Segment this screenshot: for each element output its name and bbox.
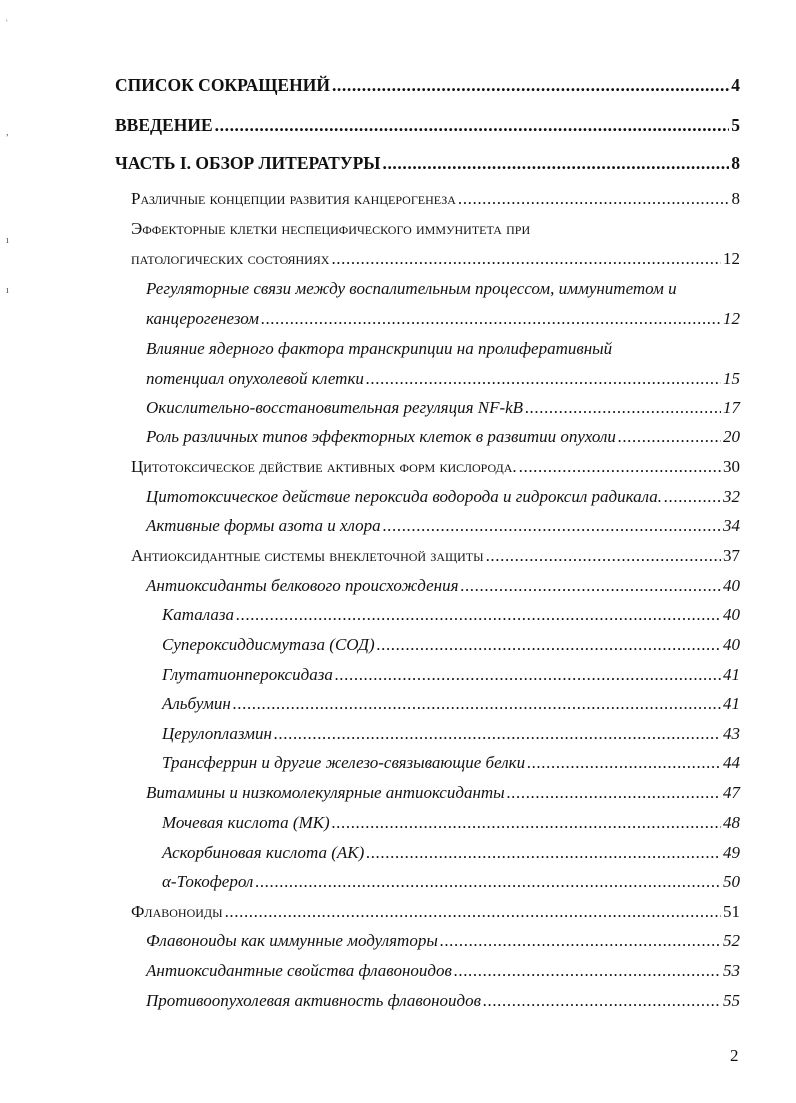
toc-entry-title: Цитотоксическое действие пероксида водорода и гидроксил радикала. [146, 487, 663, 506]
dot-leader [233, 693, 721, 715]
scan-mark: ı [6, 235, 9, 246]
toc-page-number: 51 [723, 902, 740, 921]
toc-entry-title: Трансферрин и другие железо-связывающие белки [162, 753, 526, 772]
dot-leader [366, 842, 721, 864]
toc-entry[interactable] [131, 545, 740, 567]
toc-entry-abbreviations[interactable] [115, 74, 740, 96]
toc-entry-title: Каталаза [162, 605, 235, 624]
toc-entry-title: Аскорбиновая кислота (АК) [162, 843, 365, 862]
scan-mark: ʿ [5, 19, 9, 30]
toc-entry-title: Антиоксиданты белкового происхождения [146, 576, 459, 595]
toc-page-number: 30 [723, 457, 740, 476]
toc-entry-title: ЧАСТЬ I. ОБЗОР ЛИТЕРАТУРЫ [115, 153, 381, 173]
toc-entry-title: канцерогенезом [146, 309, 259, 328]
toc-page-number: 43 [723, 724, 740, 743]
toc-entry[interactable] [146, 368, 740, 390]
toc-entry[interactable] [131, 248, 740, 270]
toc-entry-title: Мочевая кислота (МК) [162, 813, 330, 832]
toc-entry[interactable] [162, 664, 740, 686]
toc-page-number: 40 [723, 635, 740, 654]
toc-entry-title: Супероксиддисмутаза (СОД) [162, 635, 375, 654]
toc-page-number: 32 [723, 487, 740, 506]
toc-entry-title: Церулоплазмин [162, 724, 272, 743]
dot-leader [383, 515, 721, 537]
dot-leader [507, 782, 721, 804]
scan-mark: ı [6, 285, 9, 296]
toc-entry-title: Роль различных типов эффекторных клеток в развитии опухоли [146, 427, 616, 446]
toc-entry-title: Витамины и низкомолекулярные антиоксиданты [146, 783, 505, 802]
toc-page-number: 8 [731, 189, 740, 208]
toc-entry-title: ВВЕДЕНИЕ [115, 115, 213, 135]
dot-leader [332, 74, 729, 96]
toc-entry-title: Активные формы азота и хлора [146, 516, 381, 535]
toc-entry[interactable] [131, 901, 740, 923]
dot-leader [261, 308, 721, 330]
toc-page-number: 47 [723, 783, 740, 802]
dot-leader [664, 486, 721, 508]
dot-leader [382, 152, 729, 174]
toc-page-number: 44 [723, 753, 740, 772]
toc-entry[interactable] [146, 426, 740, 448]
toc-entry[interactable] [131, 188, 740, 210]
dot-leader [377, 634, 721, 656]
toc-entry[interactable] [146, 960, 740, 982]
dot-leader [332, 812, 721, 834]
toc-page-number: 48 [723, 813, 740, 832]
dot-leader [255, 871, 721, 893]
toc-page-number: 8 [731, 153, 740, 173]
toc-page-number: 40 [723, 576, 740, 595]
toc-page-number: 17 [723, 398, 740, 417]
toc-entry[interactable] [146, 575, 740, 597]
dot-leader [215, 114, 730, 136]
toc-page-number: 40 [723, 605, 740, 624]
dot-leader [335, 664, 721, 686]
toc-entry-title: Глутатионпероксидаза [162, 665, 333, 684]
toc-page-number: 15 [723, 369, 740, 388]
toc-entry[interactable] [146, 782, 740, 804]
dot-leader [366, 368, 721, 390]
toc-entry[interactable] [146, 486, 740, 508]
toc-entry-title: патологических состояниях [131, 249, 330, 268]
toc-page-number: 12 [723, 309, 740, 328]
dot-leader [454, 960, 721, 982]
page-number: 2 [730, 1046, 739, 1065]
dot-leader [525, 397, 721, 419]
toc-entry-title: Флавоноиды [131, 902, 223, 921]
dot-leader [458, 188, 730, 210]
toc-entry[interactable] [162, 752, 740, 774]
dot-leader [274, 723, 721, 745]
dot-leader [618, 426, 721, 448]
toc-page-number: 55 [723, 991, 740, 1010]
toc-entry-title-line1: Эффекторные клетки неспецифического иммунитета при [131, 219, 531, 238]
toc-entry[interactable] [162, 634, 740, 656]
toc-entry[interactable] [162, 723, 740, 745]
scan-mark: , [6, 127, 9, 138]
toc-entry-title-line1: Влияние ядерного фактора транскрипции на пролиферативный [146, 339, 613, 358]
toc-entry-title: Окислительно-восстановительная регуляция NF-kB [146, 398, 524, 417]
toc-entry-title: Противоопухолевая активность флавоноидов [146, 991, 481, 1010]
toc-entry-title: α-Токоферол [162, 872, 254, 891]
dot-leader [486, 545, 721, 567]
toc-page-number: 50 [723, 872, 740, 891]
toc-entry[interactable] [146, 990, 740, 1012]
dot-leader [225, 901, 721, 923]
toc-entry-introduction[interactable] [115, 114, 740, 136]
toc-entry-title: Флавоноиды как иммунные модуляторы [146, 931, 438, 950]
toc-entry[interactable] [162, 604, 740, 626]
toc-page-number: 53 [723, 961, 740, 980]
toc-entry[interactable] [162, 812, 740, 834]
toc-page-number: 34 [723, 516, 740, 535]
toc-page-number: 41 [723, 665, 740, 684]
toc-entry-part-one[interactable] [115, 152, 740, 174]
toc-page-number: 49 [723, 843, 740, 862]
toc-entry-title: Антиоксидантные свойства флавоноидов [146, 961, 452, 980]
toc-entry[interactable] [146, 515, 740, 537]
dot-leader [236, 604, 721, 626]
dot-leader [460, 575, 721, 597]
toc-entry-title: Цитотоксическое действие активных форм кислорода. [131, 457, 517, 476]
dot-leader [527, 752, 721, 774]
toc-page-number: 20 [723, 427, 740, 446]
toc-entry[interactable] [162, 871, 740, 893]
dot-leader [519, 456, 721, 478]
toc-entry[interactable] [146, 397, 740, 419]
dot-leader [483, 990, 721, 1012]
dot-leader [440, 930, 721, 952]
toc-page-number: 41 [723, 694, 740, 713]
toc-entry-title-line1: Регуляторные связи между воспалительным процессом, иммунитетом и [146, 279, 677, 298]
toc-entry-title: Различные концепции развития канцерогенеза [131, 189, 456, 208]
toc-entry[interactable] [162, 693, 740, 715]
toc-page-number: 52 [723, 931, 740, 950]
toc-entry-title: СПИСОК СОКРАЩЕНИЙ [115, 75, 330, 95]
toc-entry[interactable] [146, 308, 740, 330]
toc-entry[interactable] [146, 930, 740, 952]
dot-leader [331, 248, 721, 270]
toc-entry[interactable] [131, 456, 740, 478]
toc-page-number: 4 [731, 75, 740, 95]
toc-page-number: 5 [731, 115, 740, 135]
toc-entry-title: Антиоксидантные системы внеклеточной защиты [131, 546, 484, 565]
toc-entry[interactable] [162, 842, 740, 864]
toc-page-number: 37 [723, 546, 740, 565]
toc-page-number: 12 [723, 249, 740, 268]
toc-entry-title: Альбумин [162, 694, 231, 713]
toc-entry-title: потенциал опухолевой клетки [146, 369, 364, 388]
